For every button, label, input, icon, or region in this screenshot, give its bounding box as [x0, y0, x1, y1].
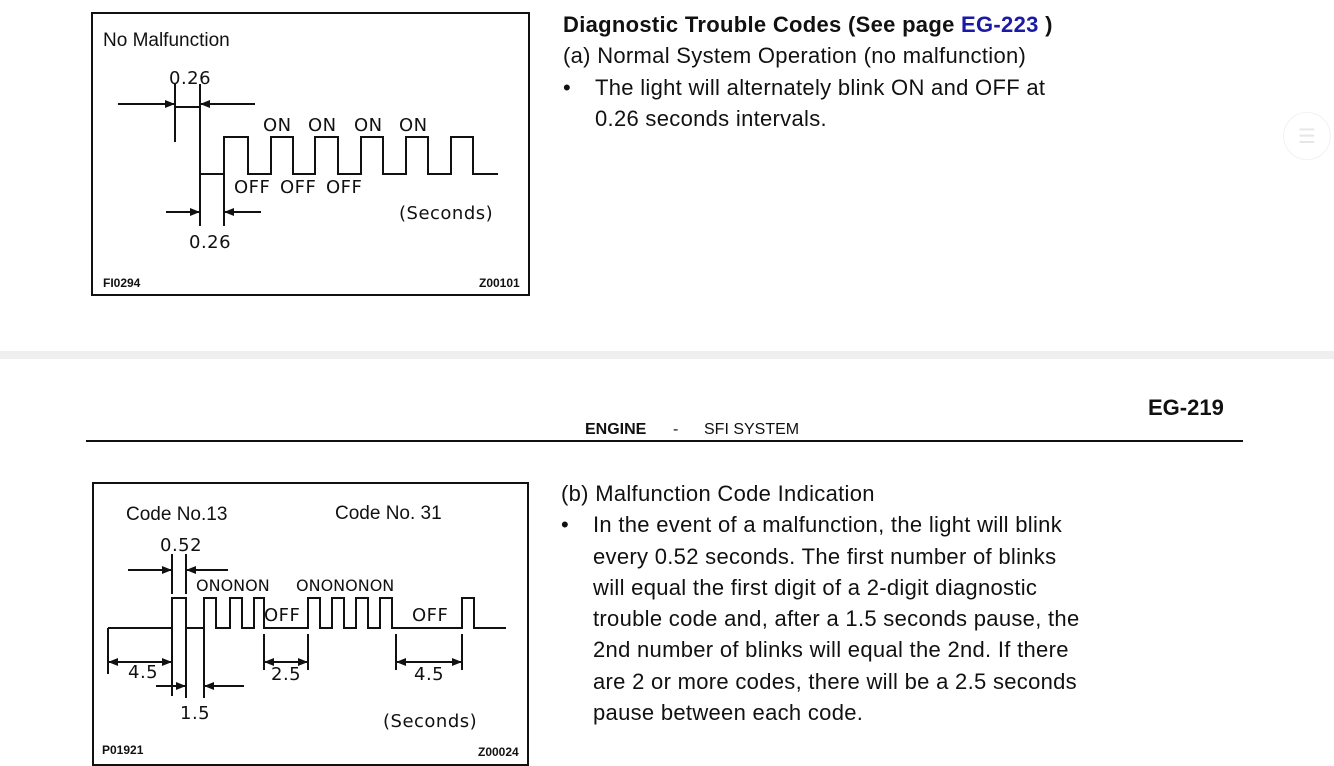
heading-suffix: ) [1038, 12, 1053, 37]
off-label: OFF [234, 177, 271, 198]
dimension-label: 2.5 [271, 664, 302, 685]
page-reference-link[interactable]: EG-223 [961, 12, 1039, 37]
bottom-interval-label: 0.26 [189, 232, 232, 253]
bullet-icon: • [563, 74, 572, 100]
figure-code-right: Z00101 [479, 276, 520, 290]
figure-malfunction-codes [92, 482, 529, 766]
off-label: OFF [264, 605, 301, 626]
on-label: ON [399, 115, 428, 136]
bullet-icon: • [561, 512, 570, 538]
page-divider [0, 351, 1334, 359]
bullet-line: trouble code and, after a 1.5 seconds pause, the [593, 606, 1080, 632]
bullet-line: The light will alternately blink ON and OFF at [595, 74, 1046, 100]
menu-icon: ☰ [1298, 125, 1316, 148]
running-head-subsection: SFI SYSTEM [704, 421, 800, 438]
figure-no-malfunction [91, 12, 530, 296]
page-number: EG-219 [1148, 395, 1224, 420]
bullet-line: 2nd number of blinks will equal the 2nd. If there [593, 637, 1069, 663]
interval-label: 0.52 [160, 535, 203, 556]
code-13-label: Code No.13 [126, 504, 228, 525]
heading-text: Diagnostic Trouble Codes (See page [563, 12, 962, 37]
top-interval-label: 0.26 [169, 68, 212, 89]
running-head-section: ENGINE [585, 421, 647, 438]
on-label: ON [263, 115, 292, 136]
no-malfunction-waveform [93, 14, 528, 294]
list-item [561, 509, 1141, 728]
section-heading [563, 9, 1123, 40]
figure-code-right: Z00024 [478, 745, 519, 759]
bullet-line: 0.26 seconds intervals. [595, 105, 827, 131]
bullet-line: In the event of a malfunction, the light will blink [593, 512, 1062, 538]
off-label: OFF [326, 177, 363, 198]
units-label: (Seconds) [383, 711, 478, 732]
dimension-label: 4.5 [128, 662, 159, 683]
figure-code-left: FI0294 [103, 276, 141, 290]
bullet-line: every 0.52 seconds. The first number of blinks [593, 543, 1057, 569]
list-item [563, 72, 1123, 135]
units-label: (Seconds) [399, 203, 494, 224]
code-31-label: Code No. 31 [335, 503, 442, 524]
on-group-b-label: ONONONON [296, 576, 395, 595]
dimension-label: 1.5 [180, 703, 211, 724]
figure-title: No Malfunction [103, 30, 230, 51]
on-group-a-label: ONONON [196, 576, 270, 595]
off-label: OFF [412, 605, 449, 626]
section-a-text [563, 9, 1123, 134]
malfunction-subheading: (b) Malfunction Code Indication [561, 481, 875, 506]
header-rule [86, 440, 1243, 442]
off-label: OFF [280, 177, 317, 198]
normal-operation-subheading: (a) Normal System Operation (no malfunction) [563, 43, 1027, 69]
bullet-line: pause between each code. [593, 700, 864, 726]
dimension-label: 4.5 [414, 664, 445, 685]
bullet-line: will equal the first digit of a 2-digit diagnostic [593, 574, 1038, 600]
bullet-line: are 2 or more codes, there will be a 2.5 seconds [593, 668, 1077, 694]
on-label: ON [308, 115, 337, 136]
section-b-text [561, 478, 1141, 728]
menu-button[interactable] [1283, 112, 1331, 160]
on-label: ON [354, 115, 383, 136]
figure-code-left: P01921 [102, 743, 144, 757]
running-head-separator: - [673, 421, 679, 438]
